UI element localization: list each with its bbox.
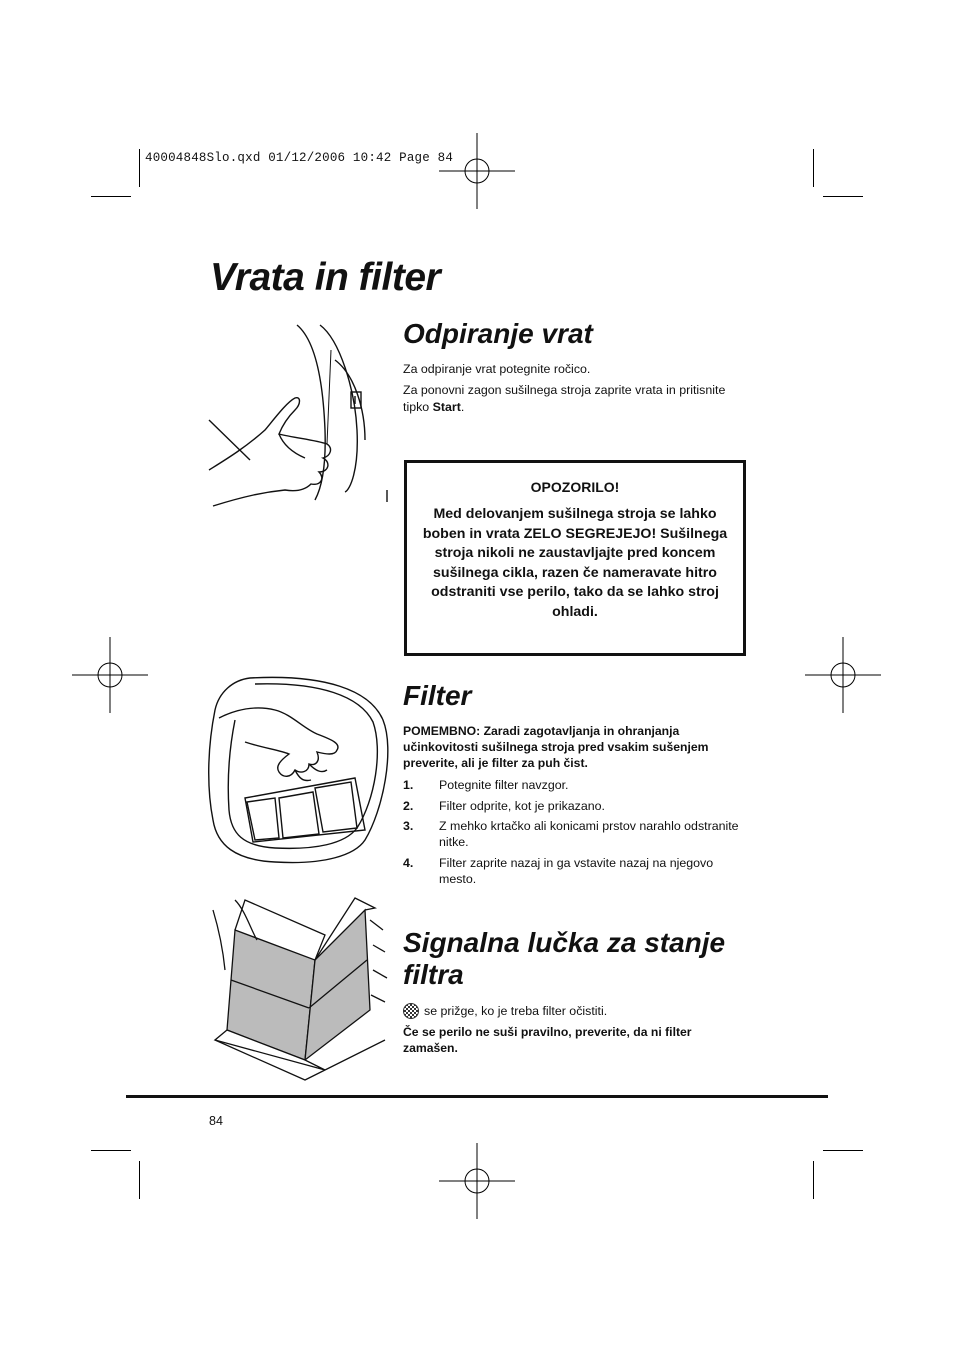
list-item: 3. Z mehko krtačko ali konicami prstov narahlo odstranite nitke. bbox=[403, 819, 739, 849]
section-heading-signal: Signalna lučka za stanje filtra bbox=[403, 927, 726, 990]
filter-indicator-icon bbox=[403, 1003, 419, 1019]
registration-mark-left bbox=[70, 635, 150, 715]
list-item: 4. Filter zaprite nazaj in ga vstavite nazaj na njegovo mesto. bbox=[403, 855, 714, 886]
filter-steps-list bbox=[403, 777, 743, 891]
page-number: 84 bbox=[209, 1114, 223, 1128]
start-button-label: Start bbox=[432, 399, 461, 414]
filter-cleaning-illustration bbox=[205, 890, 395, 1085]
signal-note: Če se perilo ne suši pravilno, preverite, da ni filter zamašen. bbox=[403, 1025, 692, 1056]
door-opening-illustration bbox=[205, 320, 395, 510]
warning-box bbox=[404, 460, 746, 656]
filter-removal-illustration bbox=[205, 670, 395, 870]
registration-mark-top bbox=[437, 131, 517, 211]
list-item: 1. Potegnite filter navzgor. bbox=[403, 778, 569, 792]
file-slug: 40004848Slo.qxd 01/12/2006 10:42 Page 84 bbox=[145, 151, 454, 165]
warning-title: OPOZORILO! bbox=[530, 479, 620, 495]
registration-mark-right bbox=[803, 635, 883, 715]
page-title: Vrata in filter bbox=[210, 256, 441, 299]
door-instruction: Za odpiranje vrat potegnite ročico. bbox=[403, 362, 591, 376]
door-restart-instruction: Za ponovni zagon sušilnega stroja zaprite vrata in pritisnite tipko Start. bbox=[403, 383, 726, 414]
warning-text: Med delovanjem sušilnega stroja se lahko boben in vrata ZELO SEGREJEJO! Sušilnega stroja nikoli ne zaustavljajte pred koncem sušilnega cikla, razen če nameravate hitro odstraniti vse perilo, tako da se lahko stroj ohladi. bbox=[422, 506, 728, 620]
section-heading-door: Odpiranje vrat bbox=[403, 318, 593, 349]
signal-description: se prižge, ko je treba filter očistiti. bbox=[403, 1003, 748, 1020]
section-heading-filter: Filter bbox=[403, 680, 472, 711]
footer-rule bbox=[126, 1095, 828, 1098]
list-item: 2. Filter odprite, kot je prikazano. bbox=[403, 798, 605, 813]
filter-important-note: POMEMBNO: Zaradi zagotavljanja in ohranjanja učinkovitosti sušilnega stroja pred vsakim sušenjem preverite, ali je filter za puh čist. bbox=[403, 724, 709, 771]
registration-mark-bottom bbox=[437, 1141, 517, 1221]
